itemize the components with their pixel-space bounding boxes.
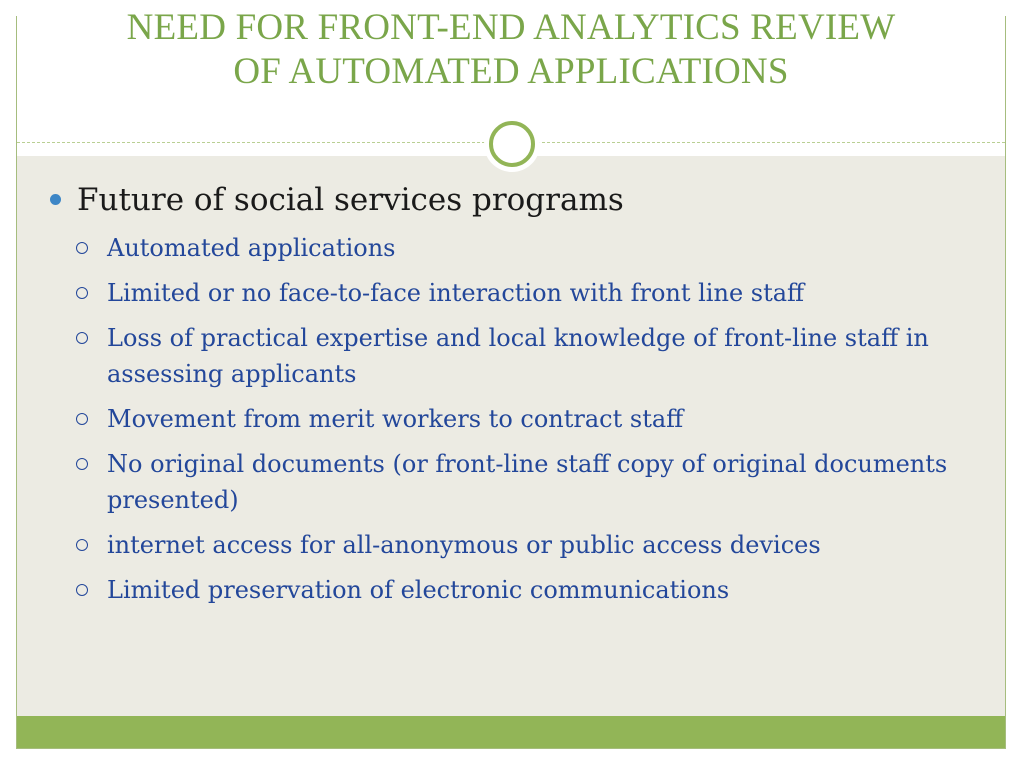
bullet-text: Future of social services programs (77, 182, 624, 218)
sub-bullet-text: No original documents (or front-line staff copy of original documents presented) (107, 450, 948, 514)
sub-bullet-ring-icon (76, 287, 88, 299)
sub-bullet-item (48, 401, 978, 437)
circle-ring-icon (489, 121, 535, 167)
sub-bullet-text: Loss of practical expertise and local knowledge of front-line staff in assessing applicants (107, 324, 929, 388)
sub-bullet-ring-icon (76, 539, 88, 551)
sub-bullet-ring-icon (76, 413, 88, 425)
sub-bullet-item (48, 320, 978, 392)
slide-title: NEED FOR FRONT-END ANALYTICS REVIEW OF AUTOMATED APPLICATIONS (126, 7, 896, 92)
sub-bullet-text: Limited preservation of electronic communications (107, 576, 730, 604)
sub-bullet-ring-icon (76, 584, 88, 596)
sub-bullet-text: Automated applications (107, 234, 396, 262)
bullet-dot-icon (50, 194, 61, 205)
bullet-list (48, 178, 978, 617)
sub-bullet-item (48, 275, 978, 311)
footer-band (17, 716, 1005, 748)
sub-bullet-text: Limited or no face-to-face interaction with front line staff (107, 279, 805, 307)
sub-bullet-item (48, 230, 978, 266)
sub-bullet-ring-icon (76, 332, 88, 344)
sub-bullet-text: internet access for all-anonymous or public access devices (107, 531, 821, 559)
sub-bullet-item (48, 527, 978, 563)
circle-ornament (484, 116, 540, 172)
sub-bullet-ring-icon (76, 242, 88, 254)
sub-bullet-text: Movement from merit workers to contract staff (107, 405, 684, 433)
sub-bullet-ring-icon (76, 458, 88, 470)
sub-bullet-item (48, 446, 978, 518)
sub-bullet-item (48, 572, 978, 608)
bullet-item (48, 178, 978, 222)
